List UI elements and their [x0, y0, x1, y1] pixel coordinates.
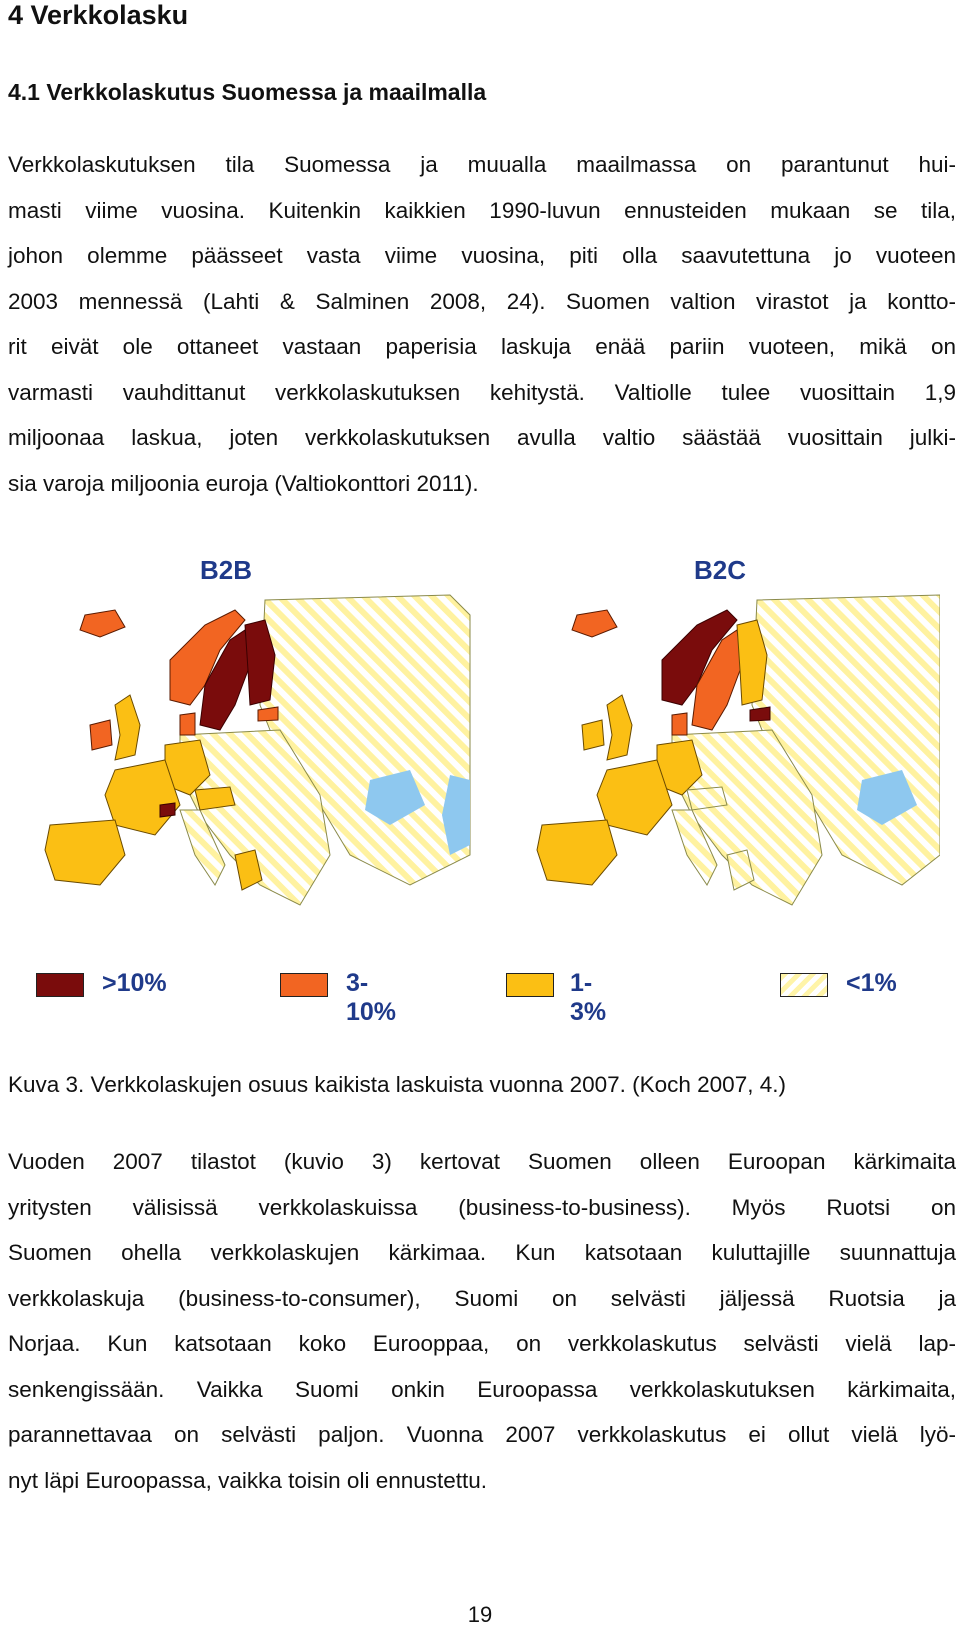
text-line: varmasti vauhdittanut verkkolaskutuksen kehitystä. Valtiolle tulee vuosittain 1,9 [8, 379, 956, 405]
text-line: sia varoja miljoonia euroja (Valtiokonttori 2011). [8, 470, 479, 496]
text-line: parannettavaa on selvästi paljon. Vuonna 2007 verkkolaskutus ei ollut vielä lyö- [8, 1422, 956, 1447]
map-title-b2b: B2B [200, 555, 253, 585]
paragraph-intro [8, 142, 956, 506]
country-denmark [180, 713, 195, 735]
map-b2c [537, 595, 940, 905]
page-number: 19 [467, 1602, 493, 1627]
text-line: nyt läpi Euroopassa, vaikka toisin oli ennustettu. [8, 1467, 488, 1493]
country-estonia [750, 707, 770, 721]
country-iceland [572, 610, 617, 637]
section-heading: 4.1 Verkkolaskutus Suomessa ja maailmalla [8, 79, 487, 105]
country-denmark [672, 713, 687, 735]
text-line: Vuoden 2007 tilastot (kuvio 3) kertovat Suomen olleen Euroopan kärkimaita [8, 1149, 956, 1174]
legend-swatch [36, 973, 84, 997]
map-title-b2c: B2C [694, 555, 747, 585]
country-uk [607, 695, 632, 760]
legend-label: <1% [846, 969, 897, 997]
country-spain [45, 820, 125, 885]
legend-swatch [280, 973, 328, 997]
text-line: Verkkolaskutuksen tila Suomessa ja muualla maailmassa on parantunut hui- [8, 152, 956, 177]
text-line: senkengissään. Vaikka Suomi onkin Euroopassa verkkolaskutuksen kärkimaita, [8, 1376, 956, 1402]
country-ireland [582, 720, 604, 750]
country-ireland [90, 720, 112, 750]
legend-label: >10% [102, 969, 167, 997]
legend-swatch [506, 973, 554, 997]
europe-maps-figure [30, 555, 940, 1025]
maps-svg [30, 555, 940, 965]
text-line: verkkolaskuja (business-to-consumer), Suomi on selvästi jäljessä Ruotsia ja [8, 1285, 956, 1311]
legend-label: 1-3% [570, 969, 607, 1026]
text-line: masti viime vuosina. Kuitenkin kaikkien 1990-luvun ennusteiden mukaan se tila, [8, 197, 956, 223]
country-switzerland [160, 803, 175, 817]
text-line: yritysten välisissä verkkolaskuissa (business-to-business). Myös Ruotsi on [8, 1194, 956, 1220]
text-line: Norjaa. Kun katsotaan koko Eurooppaa, on verkkolaskutus selvästi vielä lap- [8, 1331, 956, 1356]
country-estonia [258, 707, 278, 721]
country-iceland [80, 610, 125, 637]
text-line: 2003 mennessä (Lahti & Salminen 2008, 24). Suomen valtion virastot ja kontto- [8, 288, 956, 314]
text-line: Suomen ohella verkkolaskujen kärkimaa. Kun katsotaan kuluttajille suunnattuja [8, 1240, 956, 1265]
map-b2b [45, 595, 470, 905]
country-uk [115, 695, 140, 760]
country-spain [537, 820, 617, 885]
legend-swatch [780, 973, 828, 997]
chapter-heading: 4 Verkkolasku [8, 0, 189, 30]
text-line: rit eivät ole ottaneet vastaan paperisia laskuja enää pariin vuoteen, mikä on [8, 334, 956, 359]
figure-caption: Kuva 3. Verkkolaskujen osuus kaikista laskuista vuonna 2007. (Koch 2007, 4.) [8, 1072, 786, 1097]
legend-label: 3-10% [346, 969, 397, 1026]
paragraph-discussion [8, 1139, 956, 1503]
text-line: miljoonaa laskua, joten verkkolaskutuksen avulla valtio säästää vuosittain julki- [8, 425, 956, 450]
text-line: johon olemme päässeet vasta viime vuosina, piti olla saavutettuna jo vuoteen [8, 243, 956, 268]
